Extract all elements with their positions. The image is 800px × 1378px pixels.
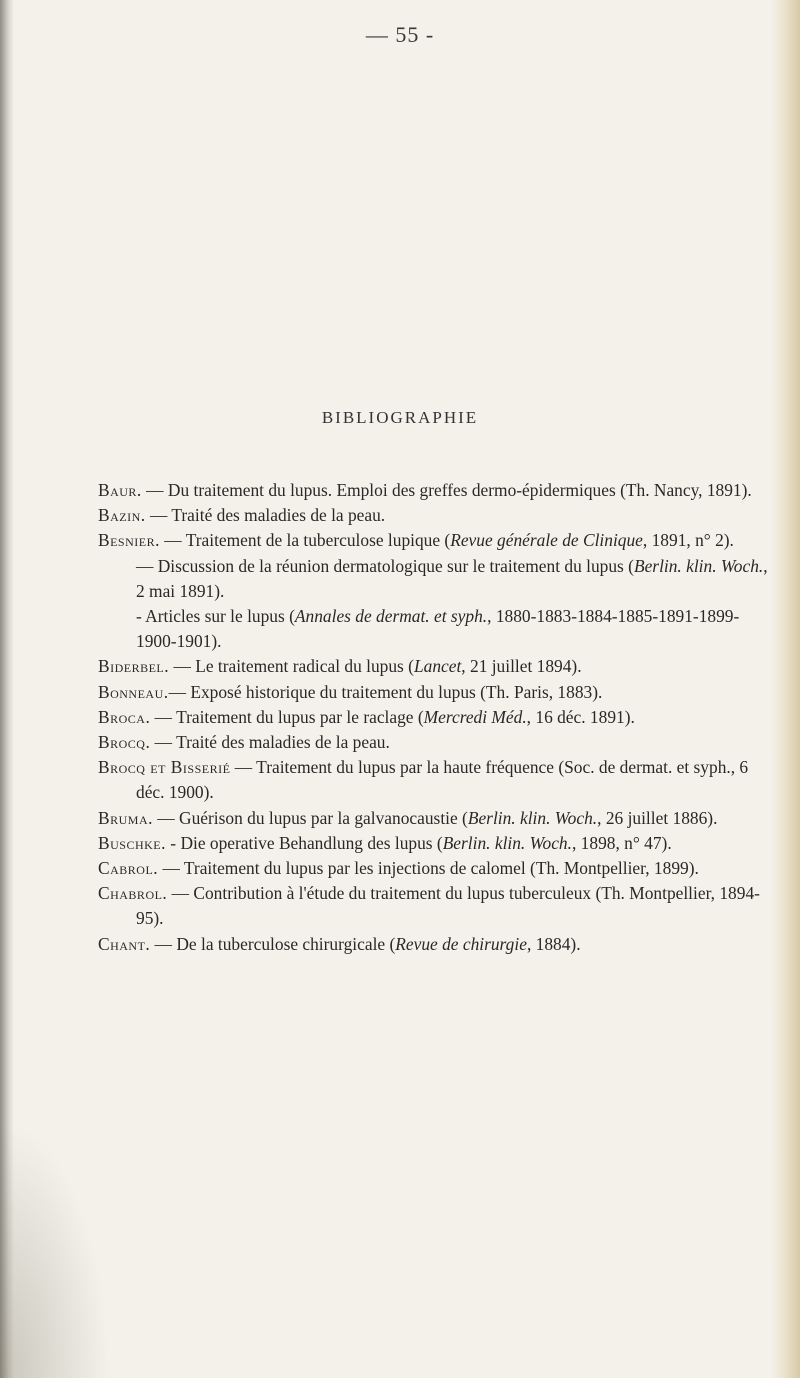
- entry-author: Chabrol.: [98, 883, 168, 904]
- entry-text: — Traité des maladies de la peau.: [150, 732, 390, 753]
- entry-author: Broca.: [98, 706, 151, 727]
- entry-text: — Traité des maladies de la peau.: [145, 505, 386, 526]
- entry-text: — De la tuberculose chirurgicale (: [150, 933, 396, 954]
- entry-text: — Discussion de la réunion dermatologique sur le traitement du lupus (: [136, 555, 634, 576]
- entry-source: Berlin. klin. Woch.: [442, 832, 572, 853]
- entry-source: Lancet: [413, 656, 462, 677]
- entry-author: Bonneau.: [98, 681, 169, 702]
- entry-author: Bruma.: [98, 807, 153, 828]
- entry-author: Cabrol.: [98, 858, 159, 879]
- bibliography-list: [98, 478, 778, 957]
- entry-author: Baur.: [98, 480, 142, 500]
- bibliography-entry: [98, 730, 778, 755]
- bibliography-entry: [98, 856, 778, 881]
- entry-text: - Die operative Behandlung des lupus (: [165, 832, 443, 853]
- entry-author: Brocq et Bisserié: [98, 757, 231, 778]
- entry-text: — Contribution à l'étude du traitement du lupus tuberculeux (Th. Montpellier, 1894-95).: [136, 883, 760, 929]
- entry-text: - Articles sur le lupus (: [136, 606, 295, 627]
- bibliography-entry: [98, 881, 778, 931]
- entry-author: Besnier.: [98, 530, 160, 551]
- bibliography-entry: [98, 503, 778, 528]
- bibliography-entry: [98, 478, 778, 503]
- entry-author: Biderbel.: [98, 656, 170, 677]
- entry-source: Berlin. klin. Woch.: [633, 555, 764, 576]
- entry-text: — Le traitement radical du lupus (: [169, 656, 414, 677]
- entry-source: Annales de dermat. et syph.: [294, 606, 488, 627]
- entry-author: Buschke.: [98, 832, 166, 853]
- entry-text: — Traitement de la tuberculose lupique (: [159, 530, 451, 551]
- entry-details: , 1884).: [526, 933, 581, 954]
- entry-source: Revue générale de Clinique: [450, 530, 643, 551]
- section-heading: BIBLIOGRAPHIE: [321, 408, 479, 427]
- entry-author: Brocq.: [98, 732, 151, 753]
- bibliography-entry: [98, 831, 778, 856]
- bibliography-entry: [98, 680, 778, 705]
- entry-details: , 16 déc. 1891).: [526, 706, 635, 727]
- entry-source: Revue de chirurgie: [395, 933, 527, 954]
- entry-text: — Traitement du lupus par le raclage (: [150, 706, 424, 727]
- entry-author: Chant.: [98, 933, 151, 954]
- bibliography-entry: [98, 554, 778, 604]
- entry-text: — Exposé historique du traitement du lupus (Th. Paris, 1883).: [168, 681, 603, 702]
- bibliography-entry: [98, 654, 778, 679]
- bibliography-entry: [98, 806, 778, 831]
- entry-details: , 1880-1883-1884-1885-1891-1899-1900-1901).: [136, 606, 740, 652]
- entry-details: , 2 mai 1891).: [136, 555, 768, 601]
- page-corner-shadow: [0, 1118, 110, 1378]
- entry-author: Bazin.: [98, 505, 146, 526]
- entry-text: — Traitement du lupus par la haute fréquence (Soc. de dermat. et syph., 6 déc. 1900).: [136, 757, 749, 803]
- entry-details: , 21 juillet 1894).: [461, 656, 582, 677]
- bibliography-entry: [98, 932, 778, 957]
- entry-text: — Traitement du lupus par les injections de calomel (Th. Montpellier, 1899).: [158, 858, 699, 879]
- page-number: — 55 -: [365, 22, 435, 47]
- bibliography-entry: [98, 755, 778, 805]
- entry-details: , 1898, n° 47).: [571, 832, 672, 853]
- bibliography-entry: [98, 604, 778, 654]
- entry-details: , 1891, n° 2).: [642, 530, 734, 551]
- bibliography-entry: [98, 528, 778, 553]
- entry-text: — Du traitement du lupus. Emploi des greffes dermo-épidermiques (Th. Nancy, 1891).: [141, 480, 752, 500]
- entry-source: Berlin. klin. Woch.: [467, 807, 598, 828]
- entry-source: Mercredi Méd.: [423, 706, 527, 727]
- entry-details: , 26 juillet 1886).: [597, 807, 718, 828]
- entry-text: — Guérison du lupus par la galvanocaustie (: [152, 807, 468, 828]
- bibliography-entry: [98, 705, 778, 730]
